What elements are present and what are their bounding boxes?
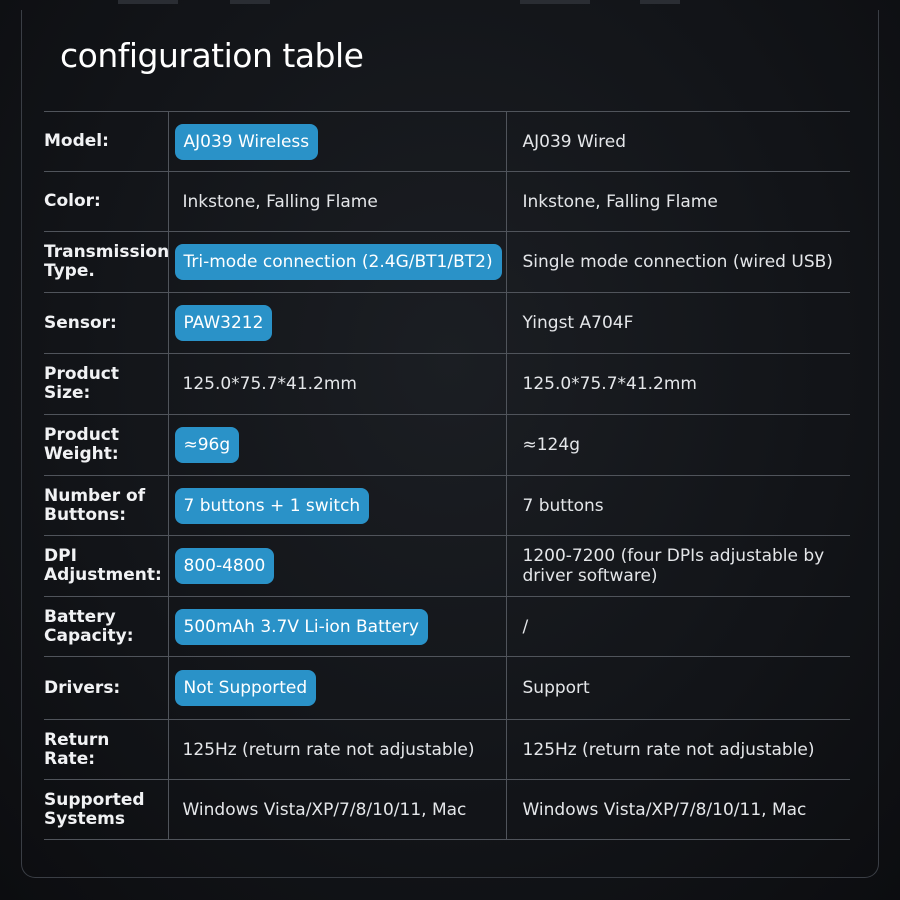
wired-cell: Inkstone, Falling Flame xyxy=(522,191,718,212)
table-row xyxy=(44,293,850,354)
highlight-badge: AJ039 Wireless xyxy=(175,124,319,160)
table-row xyxy=(44,232,850,293)
wired-cell: AJ039 Wired xyxy=(522,131,627,152)
wireless-cell xyxy=(168,476,506,536)
highlight-badge: 800-4800 xyxy=(175,548,275,584)
table-row xyxy=(44,172,850,232)
highlight-badge: 7 buttons + 1 switch xyxy=(175,488,370,524)
wireless-cell xyxy=(168,536,506,597)
wireless-cell xyxy=(168,415,506,476)
row-label: Number of Buttons: xyxy=(44,485,146,525)
wired-cell: 125Hz (return rate not adjustable) xyxy=(522,739,815,760)
table-row xyxy=(44,657,850,720)
table-row xyxy=(44,476,850,536)
row-label: Drivers: xyxy=(44,677,121,698)
row-label: DPI Adjustment: xyxy=(44,546,162,585)
row-label: Product Size: xyxy=(44,364,119,403)
highlight-badge: Tri-mode connection (2.4G/BT1/BT2) xyxy=(175,244,502,280)
row-label: Transmission Type. xyxy=(44,242,170,281)
wireless-value: 125.0*75.7*41.2mm xyxy=(182,374,357,394)
highlight-badge: ≈96g xyxy=(175,427,240,463)
wireless-cell xyxy=(168,232,506,293)
wireless-cell xyxy=(168,597,506,657)
wired-cell: Yingst A704F xyxy=(522,313,634,333)
configuration-table xyxy=(44,111,850,840)
highlight-badge: Not Supported xyxy=(175,670,317,706)
table-row xyxy=(44,354,850,415)
wireless-cell xyxy=(168,354,506,415)
page-title: configuration table xyxy=(60,36,364,75)
wireless-value: 125Hz (return rate not adjustable) xyxy=(182,739,475,760)
table-row xyxy=(44,780,850,840)
row-label: Model: xyxy=(44,131,109,151)
wired-cell: ≈124g xyxy=(522,435,580,455)
wireless-value: Inkstone, Falling Flame xyxy=(182,191,378,212)
table-row xyxy=(44,415,850,476)
table-row xyxy=(44,112,850,172)
wired-cell: Support xyxy=(522,678,590,698)
row-label: Supported Systems xyxy=(44,789,145,829)
row-label: Return Rate: xyxy=(44,729,110,769)
table-row xyxy=(44,536,850,597)
wireless-cell xyxy=(168,657,506,720)
row-label: Color: xyxy=(44,191,101,211)
row-label: Product Weight: xyxy=(44,425,119,464)
wireless-cell xyxy=(168,112,506,172)
top-decoration xyxy=(0,0,900,6)
wireless-cell xyxy=(168,720,506,780)
highlight-badge: PAW3212 xyxy=(175,305,273,341)
row-label: Sensor: xyxy=(44,312,117,333)
wireless-cell xyxy=(168,780,506,840)
wireless-cell xyxy=(168,293,506,354)
wired-cell: / xyxy=(522,616,529,637)
wireless-value: Windows Vista/XP/7/8/10/11, Mac xyxy=(182,799,467,820)
highlight-badge: 500mAh 3.7V Li-ion Battery xyxy=(175,609,428,645)
wired-cell: 7 buttons xyxy=(522,495,604,516)
table-row xyxy=(44,597,850,657)
table-row xyxy=(44,720,850,780)
wired-cell: 125.0*75.7*41.2mm xyxy=(522,374,697,394)
wireless-cell xyxy=(168,172,506,232)
wired-cell: 1200-7200 (four DPIs adjustable by driver software) xyxy=(522,546,825,586)
wired-cell: Single mode connection (wired USB) xyxy=(522,252,833,272)
row-label: Battery Capacity: xyxy=(44,606,134,646)
wired-cell: Windows Vista/XP/7/8/10/11, Mac xyxy=(522,799,807,820)
